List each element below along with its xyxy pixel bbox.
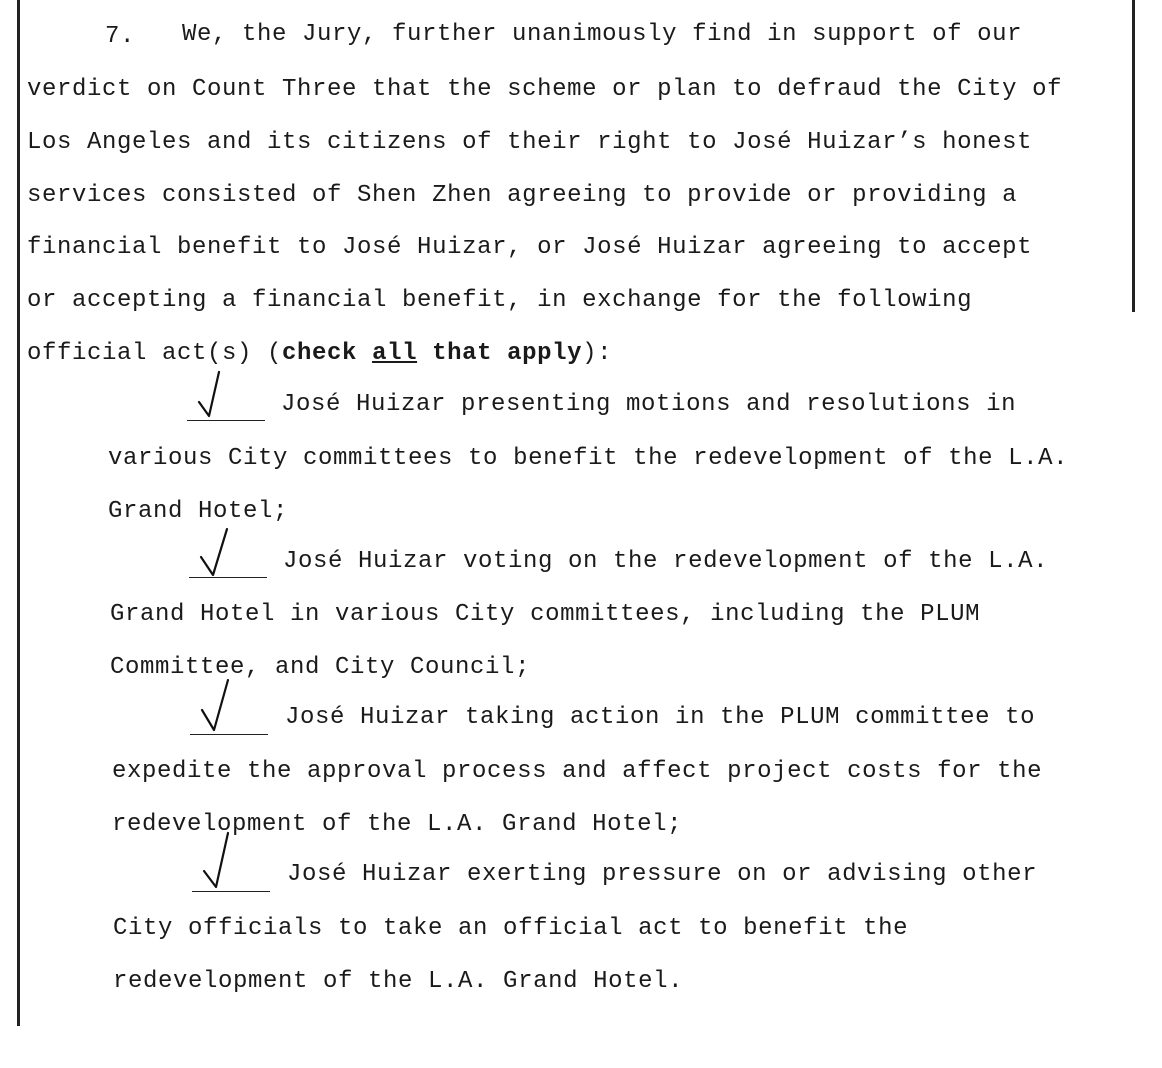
option-4-line-3: redevelopment of the L.A. Grand Hotel.: [113, 968, 684, 995]
right-margin-rule: [1132, 0, 1135, 312]
option-1-line-1: José Huizar presenting motions and resolutions in: [281, 391, 1017, 418]
paragraph-line-2: verdict on Count Three that the scheme or plan to defraud the City of: [27, 76, 1063, 103]
paragraph-number: 7.: [105, 23, 136, 50]
paragraph-line-5: financial benefit to José Huizar, or José Huizar agreeing to accept: [27, 234, 1033, 261]
all-emphasis: all: [372, 340, 418, 367]
option-1-line-2: various City committees to benefit the redevelopment of the L.A.: [108, 445, 1069, 472]
checkmark-icon: [197, 529, 237, 579]
option-2-line-3: Committee, and City Council;: [110, 654, 531, 681]
option-3-checkbox[interactable]: [190, 694, 268, 735]
line-7-suffix: ):: [582, 340, 613, 367]
option-2-checkbox[interactable]: [189, 537, 267, 578]
option-3-line-1: José Huizar taking action in the PLUM committee to: [285, 704, 1036, 731]
paragraph-line-7: [27, 339, 612, 369]
paragraph-line-1: We, the Jury, further unanimously find in support of our: [182, 21, 1023, 48]
checkmark-icon: [198, 686, 238, 736]
option-4-line-1: José Huizar exerting pressure on or advising other: [287, 861, 1038, 888]
option-2-line-2: Grand Hotel in various City committees, including the PLUM: [110, 601, 981, 628]
left-margin-rule: [17, 0, 20, 1026]
option-4-checkbox[interactable]: [192, 851, 270, 892]
paragraph-line-4: services consisted of Shen Zhen agreeing to provide or providing a: [27, 182, 1018, 209]
option-3-line-3: redevelopment of the L.A. Grand Hotel;: [112, 811, 683, 838]
option-3-line-2: expedite the approval process and affect project costs for the: [112, 758, 1043, 785]
checkmark-icon: [195, 372, 235, 422]
line-7-prefix: official act(s) (: [27, 340, 283, 367]
option-1-line-3: Grand Hotel;: [108, 498, 289, 525]
checkmark-icon: [200, 843, 240, 893]
paragraph-line-6: or accepting a financial benefit, in exchange for the following: [27, 287, 973, 314]
check-instruction: check: [282, 340, 373, 367]
apply-instruction: that apply: [417, 340, 583, 367]
paragraph-line-3: Los Angeles and its citizens of their right to José Huizar’s honest: [27, 129, 1033, 156]
option-4-line-2: City officials to take an official act to benefit the: [113, 915, 909, 942]
option-1-checkbox[interactable]: [187, 380, 265, 421]
option-2-line-1: José Huizar voting on the redevelopment of the L.A.: [283, 548, 1049, 575]
